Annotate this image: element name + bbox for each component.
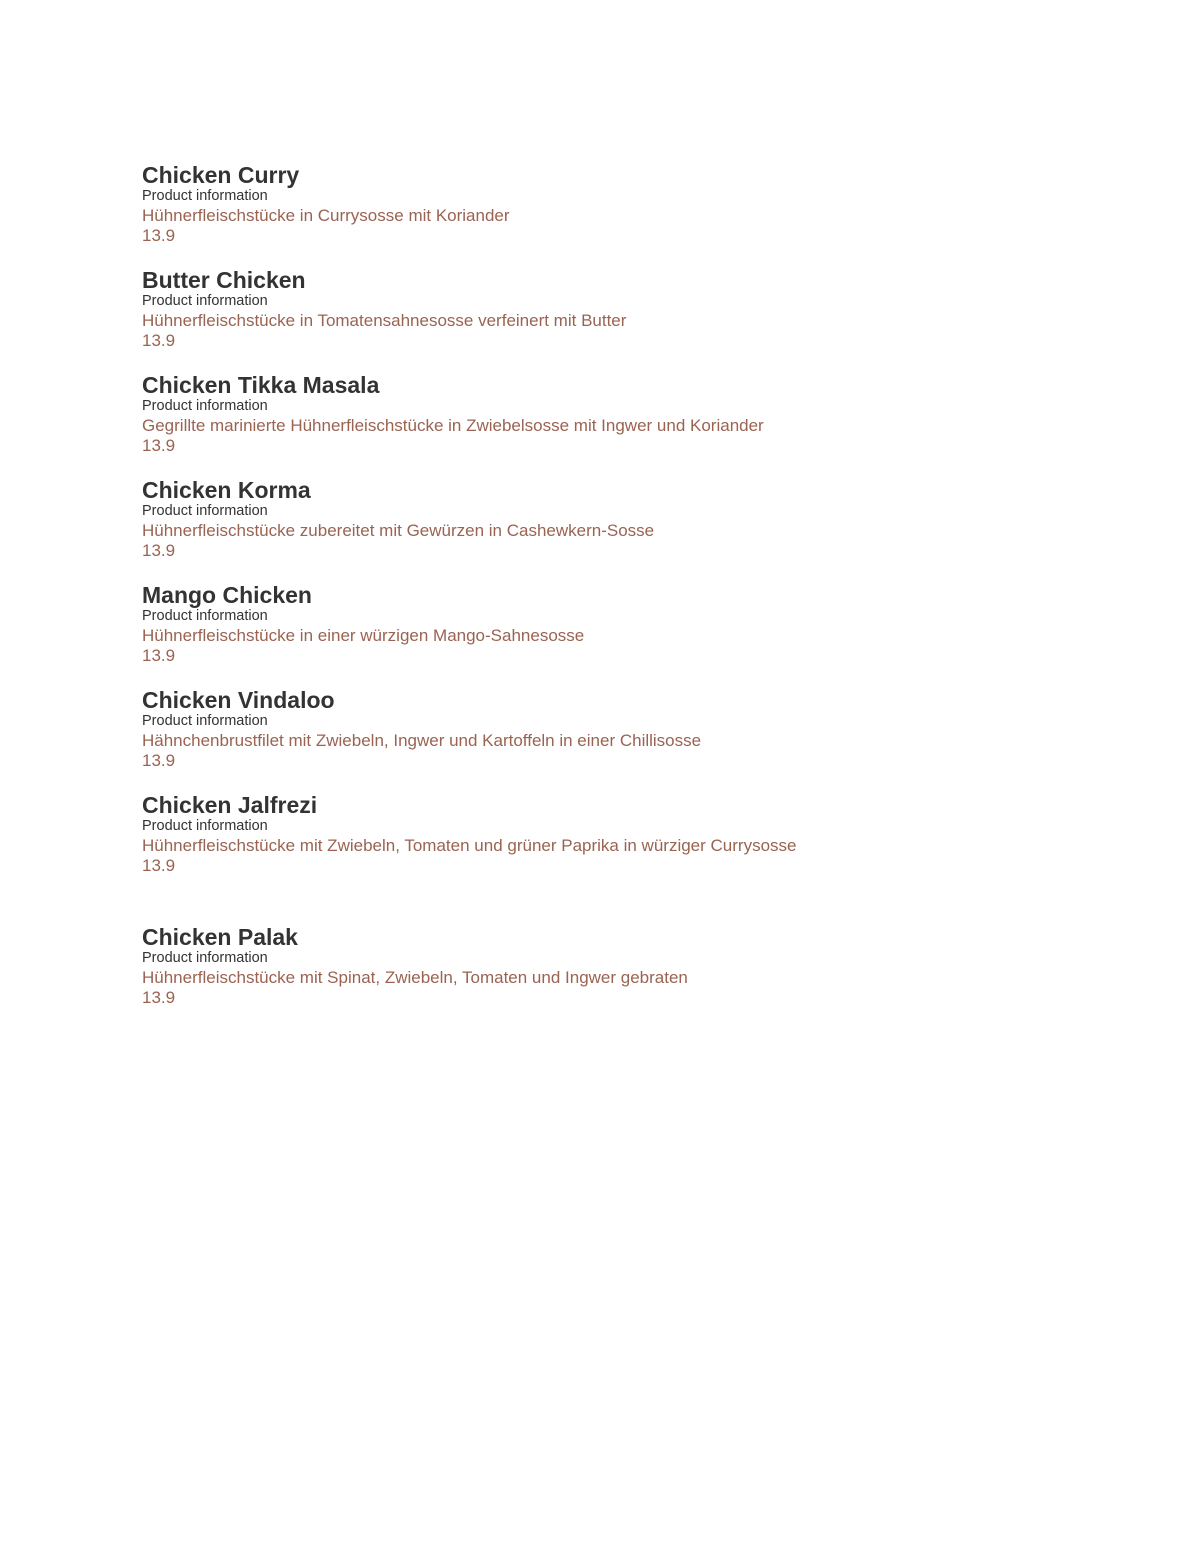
item-description: Hühnerfleischstücke in Currysosse mit Koriander [142, 206, 510, 225]
item-description: Hühnerfleischstücke in einer würzigen Mango-Sahnesosse [142, 626, 585, 645]
menu-page [142, 160, 1142, 1027]
product-information-label: Product information [142, 398, 268, 414]
item-price: 13.9 [142, 646, 176, 665]
item-description: Hühnerfleischstücke zubereitet mit Gewürzen in Cashewkern-Sosse [142, 521, 655, 540]
item-description: Hühnerfleischstücke mit Zwiebeln, Tomaten und grüner Paprika in würziger Currysosse [142, 836, 797, 855]
product-information-label: Product information [142, 608, 268, 624]
menu-item [142, 790, 1142, 895]
item-name: Chicken Palak [142, 924, 298, 950]
product-information-label: Product information [142, 950, 268, 966]
menu-item [142, 475, 1142, 580]
menu-item [142, 580, 1142, 685]
item-name: Chicken Curry [142, 162, 300, 188]
item-description: Gegrillte marinierte Hühnerfleischstücke in Zwiebelsosse mit Ingwer und Koriander [142, 416, 764, 435]
menu-item [142, 370, 1142, 475]
item-price: 13.9 [142, 751, 176, 770]
item-name: Chicken Jalfrezi [142, 792, 318, 818]
item-name: Butter Chicken [142, 267, 306, 293]
item-description: Hähnchenbrustfilet mit Zwiebeln, Ingwer und Kartoffeln in einer Chillisosse [142, 731, 702, 750]
menu-item [142, 265, 1142, 370]
item-description: Hühnerfleischstücke mit Spinat, Zwiebeln, Tomaten und Ingwer gebraten [142, 968, 688, 987]
item-price: 13.9 [142, 988, 176, 1007]
item-name: Chicken Vindaloo [142, 687, 335, 713]
product-information-label: Product information [142, 503, 268, 519]
product-information-label: Product information [142, 818, 268, 834]
item-description: Hühnerfleischstücke in Tomatensahnesosse verfeinert mit Butter [142, 311, 627, 330]
item-name: Mango Chicken [142, 582, 312, 608]
menu-item [142, 922, 1142, 1027]
item-name: Chicken Korma [142, 477, 311, 503]
menu-item [142, 685, 1142, 790]
product-information-label: Product information [142, 713, 268, 729]
item-price: 13.9 [142, 226, 176, 245]
item-price: 13.9 [142, 856, 176, 875]
item-price: 13.9 [142, 331, 176, 350]
menu-item [142, 160, 1142, 265]
product-information-label: Product information [142, 293, 268, 309]
item-price: 13.9 [142, 541, 176, 560]
product-information-label: Product information [142, 188, 268, 204]
item-name: Chicken Tikka Masala [142, 372, 380, 398]
item-price: 13.9 [142, 436, 176, 455]
